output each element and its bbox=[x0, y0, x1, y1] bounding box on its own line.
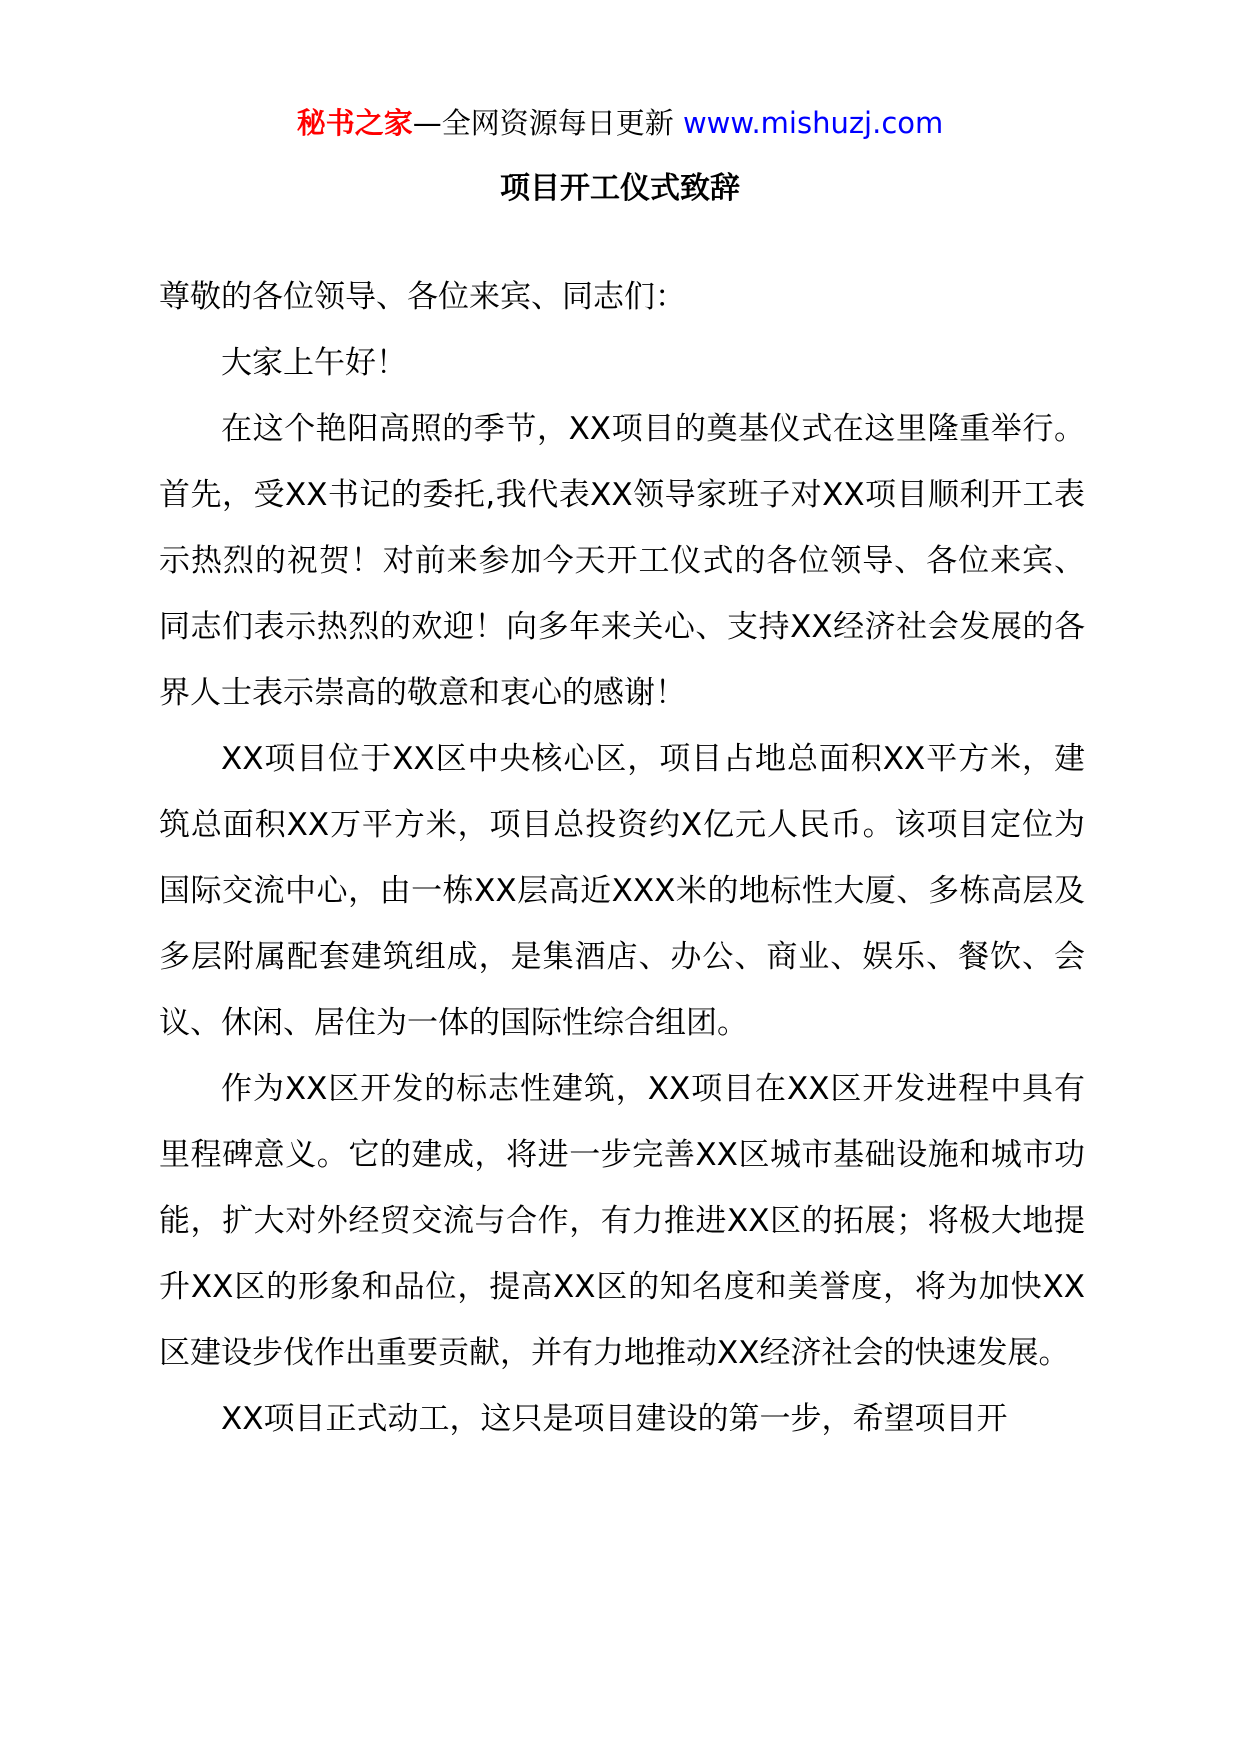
paragraph-significance: 作为XX区开发的标志性建筑，XX项目在XX区开发进程中具有里程碑意义。它的建成，将进一步完善XX区城市基础设施和城市功能，扩大对外经贸交流与合作，有力推进XX区的拓展；将极大地提升XX区的形象和品位，提高XX区的知名度和美誉度，将为加快XX区建设步伐作出重要贡献，并有力地推动XX经济社会的快速发展。 bbox=[159, 1071, 1085, 1371]
site-url-link[interactable]: www.mishuzj.com bbox=[682, 106, 944, 140]
salutation: 尊敬的各位领导、各位来宾、同志们： bbox=[159, 279, 686, 315]
paragraph-opening: 在这个艳阳高照的季节，XX项目的奠基仪式在这里隆重举行。首先，受XX书记的委托,我代表XX领导家班子对XX项目顺利开工表示热烈的祝贺！对前来参加今天开工仪式的各位领导、各位来宾、同志们表示热烈的欢迎！向多年来关心、支持XX经济社会发展的各界人士表示崇高的敬意和衷心的感谢！ bbox=[159, 411, 1085, 711]
site-brand: 秘书之家 bbox=[296, 106, 413, 140]
document-body bbox=[159, 264, 1085, 1452]
paragraph-project-overview: XX项目位于XX区中央核心区，项目占地总面积XX平方米，建筑总面积XX万平方米，项目总投资约X亿元人民币。该项目定位为国际交流中心，由一栋XX层高近XXX米的地标性大厦、多栋高层及多层附属配套建筑组成，是集酒店、办公、商业、娱乐、餐饮、会议、休闲、居住为一体的国际性综合组团。 bbox=[159, 741, 1085, 1041]
paragraph-greeting: 大家上午好！ bbox=[221, 345, 407, 381]
site-slogan: —全网资源每日更新 bbox=[412, 106, 683, 140]
document-title: 项目开工仪式致辞 bbox=[500, 171, 740, 206]
paragraph-closing: XX项目正式动工，这只是项目建设的第一步，希望项目开 bbox=[221, 1401, 1008, 1437]
site-header bbox=[0, 100, 1240, 146]
